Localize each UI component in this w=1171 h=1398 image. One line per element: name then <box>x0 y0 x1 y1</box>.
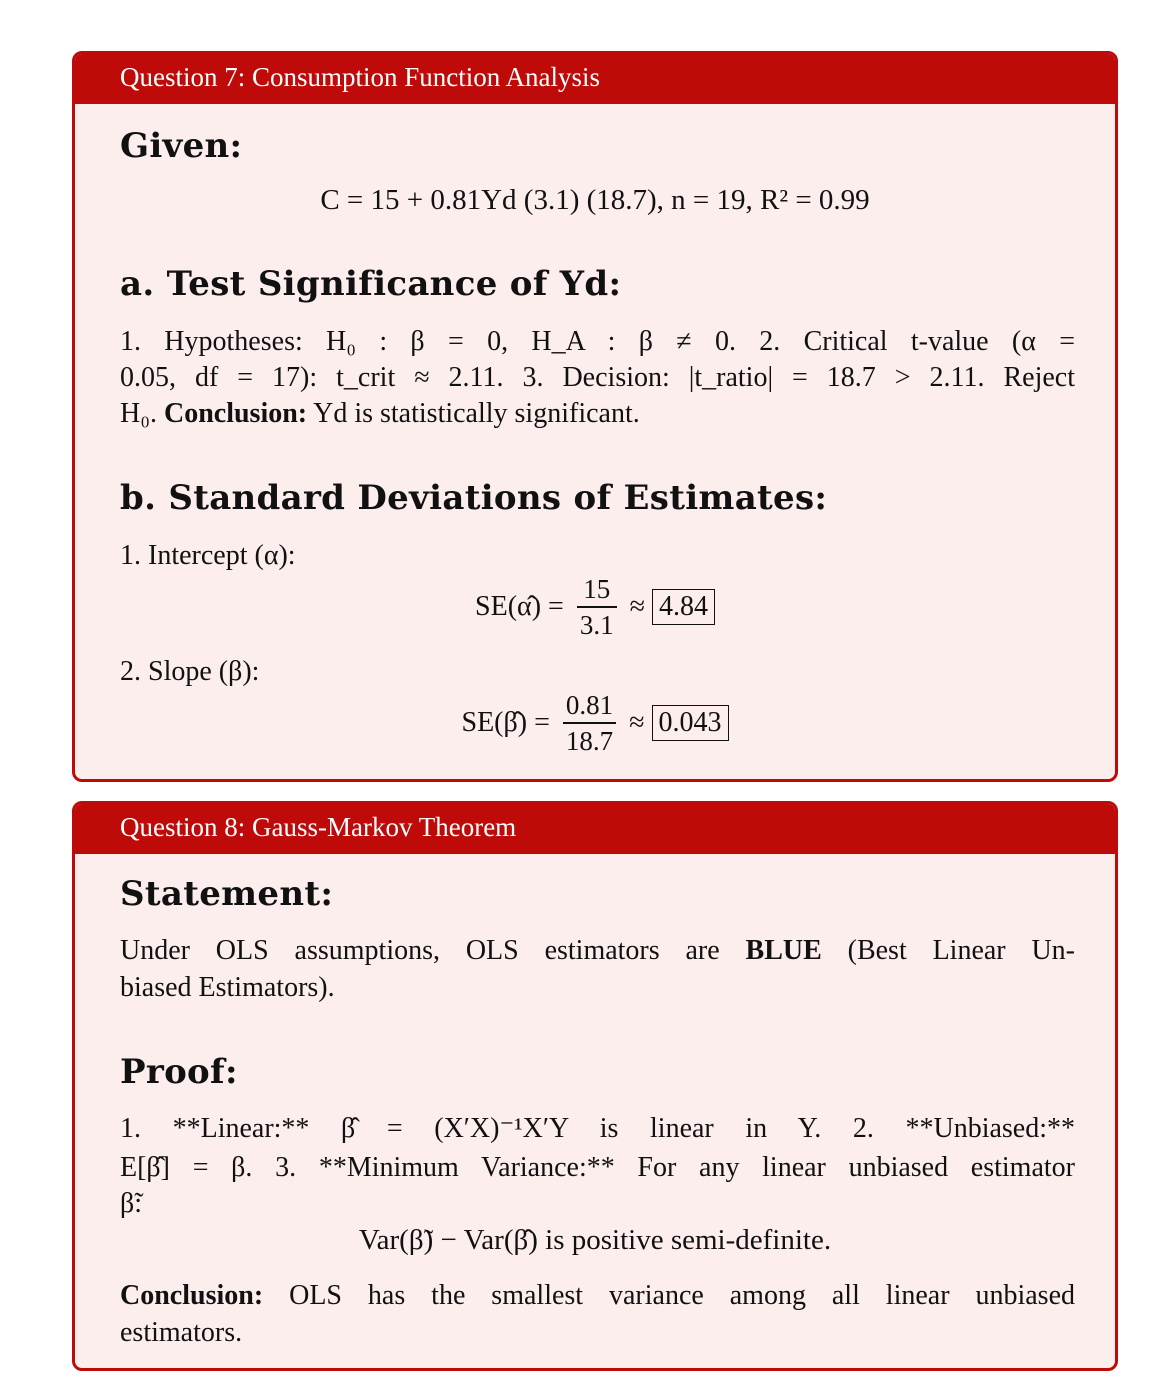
given-heading: Given: <box>120 126 243 166</box>
slope-numerator: 0.81 <box>563 688 616 724</box>
part-a-line-2: 0.05, df = 17): t_crit ≈ 2.11. 3. Decision: |t_ratio| = 18.7 > 2.11. Reject <box>120 362 1075 393</box>
statement-line-1 <box>120 933 1075 969</box>
part-a-h0: H₀. <box>120 398 157 429</box>
proof-equation: Var(β̃) − Var(β̂) is positive semi-definite. <box>358 1224 832 1256</box>
slope-equation <box>75 688 1115 758</box>
conclusion-text-1: OLS has the smallest variance among all linear unbiased <box>289 1280 1075 1311</box>
part-a-line-1: 1. Hypotheses: H₀ : β = 0, H_A : β ≠ 0. 2. Critical t-value (α = <box>120 326 1075 357</box>
part-b-heading: b. Standard Deviations of Estimates: <box>120 478 828 518</box>
intercept-fraction <box>577 572 617 642</box>
statement-text-b: (Best Linear Un- <box>847 935 1076 966</box>
question-8-box <box>72 801 1118 1371</box>
conclusion-label: Conclusion: <box>120 1280 264 1311</box>
given-equation: C = 15 + 0.81Yd (3.1) (18.7), n = 19, R² = 0.99 <box>320 184 870 216</box>
proof-line-2: E[β̂] = β. 3. **Minimum Variance:** For any linear unbiased estimator <box>120 1152 1075 1183</box>
slope-denominator: 18.7 <box>565 726 614 756</box>
statement-blue: BLUE <box>745 935 822 966</box>
question-8-title: Question 8: Gauss-Markov Theorem <box>75 804 1115 854</box>
intercept-lhs: SE(α̂) = <box>475 591 564 622</box>
part-a-line-3 <box>120 396 1075 432</box>
intercept-result: 4.84 <box>652 589 715 625</box>
proof-line-1: 1. **Linear:** β̂ = (X′X)⁻¹X′Y is linear in Y. 2. **Unbiased:** <box>120 1113 1075 1144</box>
question-7-title: Question 7: Consumption Function Analysis <box>75 54 1115 104</box>
statement-line-2: biased Estimators). <box>120 972 335 1003</box>
statement-heading: Statement: <box>120 874 334 914</box>
slope-fraction <box>563 688 616 758</box>
intercept-denominator: 3.1 <box>579 610 614 640</box>
slope-approx: ≈ <box>629 707 645 738</box>
part-a-conclusion-text: Yd is statistically significant. <box>313 398 640 429</box>
conclusion-line-1 <box>120 1278 1075 1314</box>
statement-text-a: Under OLS assumptions, OLS estimators are <box>120 935 720 966</box>
proof-line-3: β̃: <box>120 1188 143 1219</box>
conclusion-line-2: estimators. <box>120 1317 243 1348</box>
slope-result: 0.043 <box>652 705 729 741</box>
proof-heading: Proof: <box>120 1052 238 1092</box>
intercept-approx: ≈ <box>629 591 645 622</box>
intercept-numerator: 15 <box>577 572 617 608</box>
part-a-heading: a. Test Significance of Yd: <box>120 264 622 304</box>
part-a-conclusion-label: Conclusion: <box>163 398 308 429</box>
question-7-box <box>72 51 1118 782</box>
slope-lhs: SE(β̂) = <box>461 707 550 738</box>
intercept-equation <box>75 572 1115 642</box>
slope-label: 2. Slope (β): <box>120 656 260 687</box>
intercept-label: 1. Intercept (α): <box>120 540 296 571</box>
